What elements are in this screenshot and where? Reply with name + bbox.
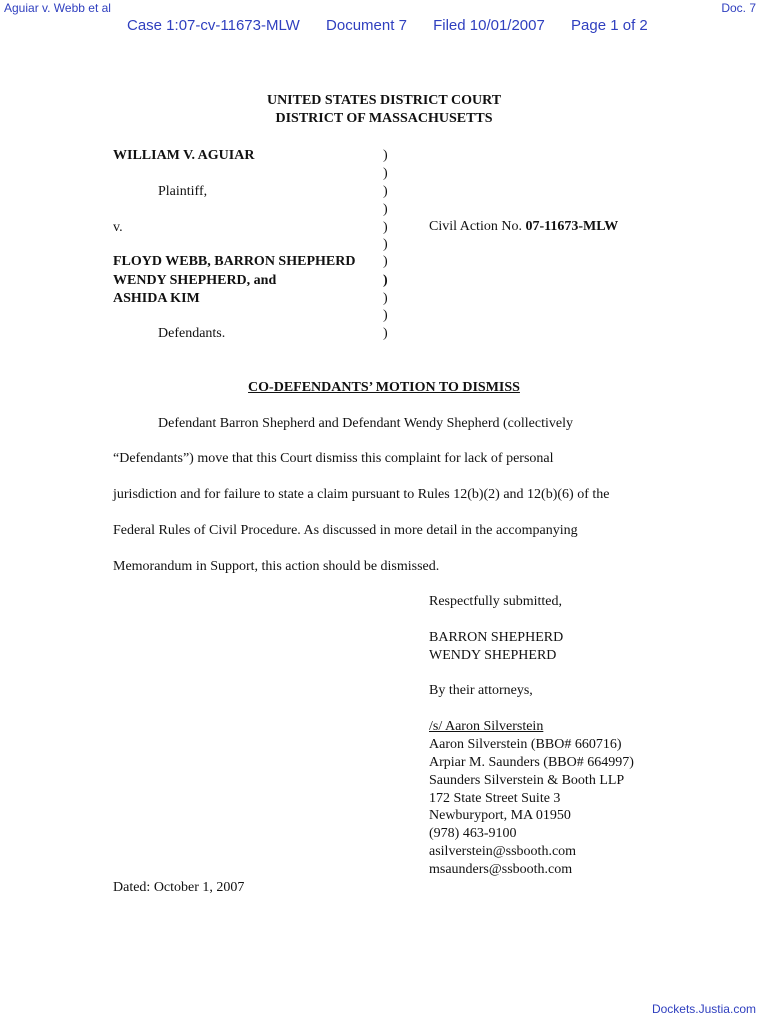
body-line: Federal Rules of Civil Procedure. As discussed in more detail in the accompanying [113, 523, 578, 538]
by-attorneys: By their attorneys, [429, 683, 533, 698]
court-district: DISTRICT OF MASSACHUSETTS [275, 111, 493, 126]
caption-paren: ) [383, 326, 388, 341]
defendants-line-1: FLOYD WEBB, BARRON SHEPHERD [113, 254, 356, 269]
signature-line: Arpiar M. Saunders (BBO# 664997) [429, 755, 634, 770]
civil-action-number: 07-11673-MLW [525, 219, 619, 234]
body-line: “Defendants”) move that this Court dismiss this complaint for lack of personal [113, 451, 554, 466]
defendants-line-3: ASHIDA KIM [113, 291, 200, 306]
party-name: BARRON SHEPHERD [429, 630, 564, 645]
caption-paren: ) [383, 166, 388, 181]
defendants-role: Defendants. [158, 326, 226, 341]
signature-line: 172 State Street Suite 3 [429, 791, 561, 806]
page-count: Page 1 of 2 [571, 17, 648, 34]
signature-line: (978) 463-9100 [429, 826, 517, 841]
caption-paren: ) [383, 308, 388, 323]
caption-paren: ) [383, 254, 388, 269]
signature-line: Newburyport, MA 01950 [429, 808, 571, 823]
court-name: UNITED STATES DISTRICT COURT [266, 93, 502, 108]
case-title-link[interactable]: Aguiar v. Webb et al [4, 1, 111, 15]
filed-date: Filed 10/01/2007 [433, 17, 545, 34]
versus: v. [113, 220, 123, 235]
case-number: Case 1:07-cv-11673-MLW [127, 17, 300, 34]
plaintiff-role: Plaintiff, [158, 184, 208, 199]
caption-paren: ) [383, 220, 388, 235]
defendants-line-2: WENDY SHEPHERD, and [113, 273, 277, 288]
email-link[interactable]: asilverstein@ssbooth.com [429, 844, 577, 859]
dated: Dated: October 1, 2007 [113, 880, 245, 895]
electronic-signature: /s/ Aaron Silverstein [429, 719, 544, 734]
motion-title: CO-DEFENDANTS’ MOTION TO DISMISS [248, 380, 520, 395]
email-link[interactable]: msaunders@ssbooth.com [429, 862, 573, 877]
closing: Respectfully submitted, [429, 594, 562, 609]
caption-paren: ) [383, 184, 388, 199]
caption-paren: ) [383, 202, 388, 217]
body-line: Defendant Barron Shepherd and Defendant Wendy Shepherd (collectively [158, 416, 573, 431]
document-number: Document 7 [326, 17, 407, 34]
plaintiff-name: WILLIAM V. AGUIAR [113, 148, 255, 163]
doc-number-link[interactable]: Doc. 7 [721, 1, 756, 15]
caption-paren: ) [383, 273, 388, 288]
body-line: jurisdiction and for failure to state a claim pursuant to Rules 12(b)(2) and 12(b)(6) of the [113, 487, 610, 502]
signature-line: Aaron Silverstein (BBO# 660716) [429, 737, 622, 752]
civil-action [429, 219, 618, 235]
filing-stamp [127, 17, 670, 34]
caption-paren: ) [383, 237, 388, 252]
civil-action-label: Civil Action No. [429, 219, 522, 234]
party-name: WENDY SHEPHERD [429, 648, 557, 663]
caption-paren: ) [383, 291, 388, 306]
caption-paren: ) [383, 148, 388, 163]
signature-line: Saunders Silverstein & Booth LLP [429, 773, 625, 788]
body-line: Memorandum in Support, this action should be dismissed. [113, 559, 440, 574]
footer-link[interactable]: Dockets.Justia.com [651, 1002, 756, 1016]
